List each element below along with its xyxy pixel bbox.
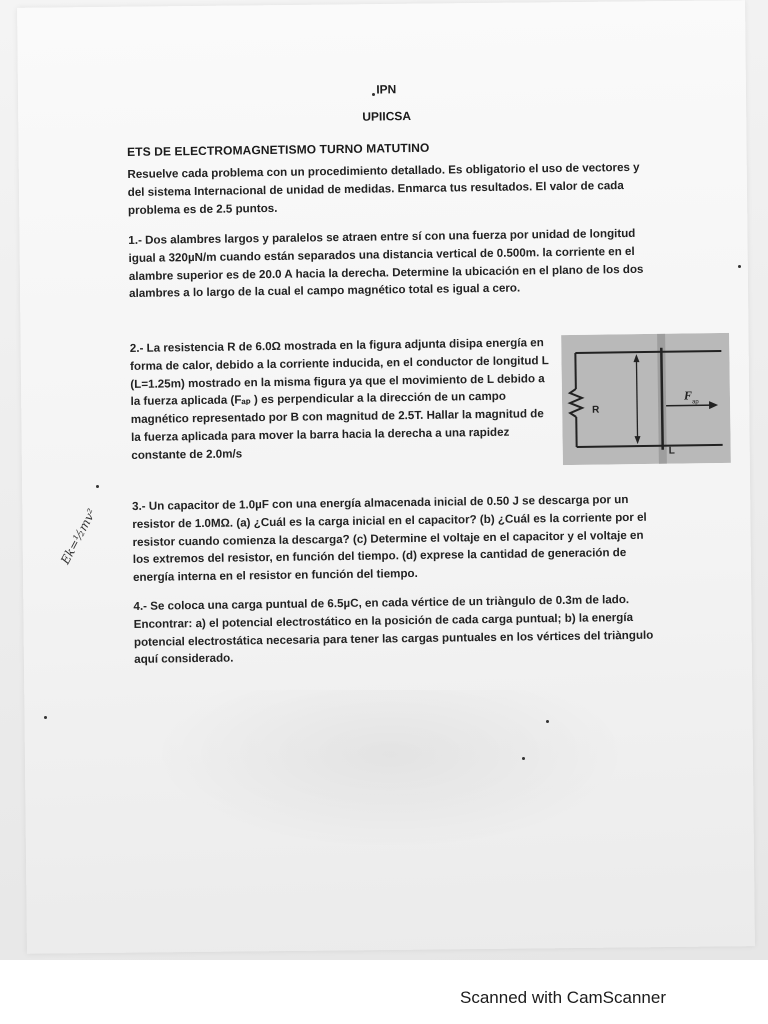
force-label: F [683,388,693,403]
force-arrow-line [666,405,712,406]
circuit-figure [561,333,731,465]
problem-1: 1.- Dos alambres largos y paralelos se atraen entre sí con una fuerza por unidad de longitud igual a 320µN/m cuando están separados una distancia vertical de 0.500m. la corriente en el alambre superior es de 20.0 A hacia la derecha. Determine la ubicación en el plano de los dos alambres a lo largo de la cual el campo magnético total es igual a cero. [128,226,644,301]
speck [738,265,741,268]
speck [522,757,525,760]
resistor-label: R [592,404,600,416]
speck [96,485,99,488]
exam-title: ETS DE ELECTROMAGNETISMO TURNO MATUTINO [127,140,430,159]
scanner-watermark: Scanned with CamScanner [460,988,667,1007]
force-subscript: ap [692,399,699,406]
speck [372,93,375,96]
problem-4: 4.- Se coloca una carga puntual de 6.5µC, en cada vértice de un triàngulo de 0.3m de lado. Encontrar: a) el potencial electrostático en la posición de cada carga puntual; b) la energía potencial electrostática necesaria para tener las cargas puntuales en los vértices del triàngulo aquí considerado. [133,593,654,667]
problem-3: 3.- Un capacitor de 1.0µF con una energía almacenada inicial de 0.50 J se descarga por un resistor de 1.0MΩ. (a) ¿Cuál es la carga inicial en el capacitor? (b) ¿Cuál es la corriente por el resistor cuando comienza la descarga? (c) Determine el voltaje en el capacitor y el voltaje en los extremos del resistor, en función del tiempo. (d) exprese la cantidad de generación de energía interna en el resistor en función del tiempo. [131,493,647,585]
header-school: UPIICSA [362,109,412,124]
sliding-bar [661,348,662,450]
speck [546,720,549,723]
bar-label: L [668,445,675,457]
bleed-through-shadow [150,690,630,850]
speck [44,716,47,719]
problem-2: 2.- La resistencia R de 6.0Ω mostrada en la figura adjunta disipa energía en forma de calor, debido a la corriente inducida, en el conductor de longitud L (L=1.25m) mostrado en la misma figura ya que el movimiento de L debido a la fuerza aplicada (Fₐₚ ) es perpendicular a la dirección de un campo magnético representado por B con magnitud de 2.5T. Hallar la magnitud de la fuerza aplicada para mover la barra hacia la derecha a una rapidez constante de 2.0m/s [129,336,549,462]
instructions: Resuelve cada problema con un procedimiento detallado. Es obligatorio el uso de vectores y del sistema Internacional de unidad de medidas. Enmarca tus resultados. El valor de cada problema es de 2.5 puntos. [127,160,640,217]
handwritten-note: Ek=½mv² [58,506,99,567]
circuit-diagram [561,333,731,465]
header-institution: IPN [376,82,397,97]
left-wire-top [575,353,576,389]
